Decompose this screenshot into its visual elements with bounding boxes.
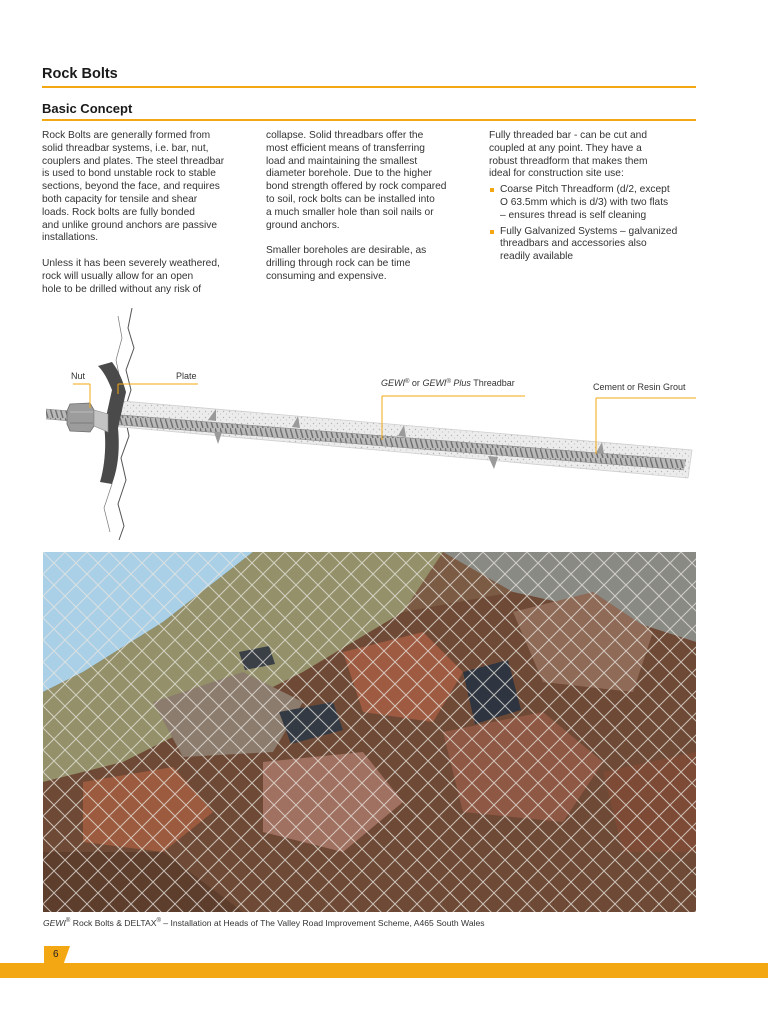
footer-bar — [0, 963, 768, 978]
paragraph: Smaller boreholes are desirable, as drilling through rock can be time consuming and expensive. — [266, 245, 427, 282]
label-nut: Nut — [71, 371, 86, 381]
section-title: Basic Concept — [42, 101, 133, 116]
text-column-1 — [42, 130, 252, 309]
reg-mark: ® — [405, 379, 410, 385]
title-divider — [42, 86, 696, 88]
label-plate: Plate — [176, 371, 197, 381]
list-item — [489, 226, 699, 264]
paragraph: Unless it has been severely weathered, rock will usually allow for an open hole to be drilled without any risk of — [42, 257, 220, 295]
reg-mark: ® — [156, 918, 161, 925]
page-title: Rock Bolts — [42, 66, 118, 82]
text-column-2 — [266, 130, 476, 296]
installation-photo — [43, 552, 696, 912]
page-number: 6 — [53, 949, 59, 960]
label-threadbar — [381, 378, 515, 388]
brand-text: GEWI — [422, 378, 447, 388]
brand-text: Plus — [450, 378, 471, 388]
label-text: or — [409, 378, 423, 388]
rock-bolt-diagram — [0, 308, 768, 540]
nut — [67, 403, 108, 432]
reg-mark: ® — [446, 379, 451, 385]
caption-text: Rock Bolts & DELTAX — [70, 918, 157, 928]
list-item-text: Coarse Pitch Threadform (d/2, except O 63.5mm which is d/3) with two flats – ensures thread is self cleaning — [500, 184, 670, 221]
list-item-text: Fully Galvanized Systems – galvanized threadbars and accessories also readily available — [500, 225, 678, 263]
paragraph: Fully threaded bar - can be cut and coupled at any point. They have a robust threadform that makes them ideal for construction site use: — [489, 130, 648, 180]
paragraph: collapse. Solid threadbars offer the most efficient means of transferring load and maintaining the smallest diameter borehole. Due to the higher bond strength offered by rock compared to soil, rock bolts can be installed into a much smaller hole than soil nails or ground anchors. — [266, 130, 447, 231]
feature-list — [489, 184, 699, 264]
list-item — [489, 184, 699, 222]
photo-caption — [43, 918, 485, 928]
bullet-icon — [490, 188, 494, 192]
label-text: Threadbar — [470, 378, 515, 388]
section-divider — [42, 119, 696, 121]
brand-text: GEWI — [43, 918, 66, 928]
caption-text: – Installation at Heads of The Valley Road Improvement Scheme, A465 South Wales — [160, 918, 485, 928]
label-grout: Cement or Resin Grout — [593, 382, 686, 392]
text-column-3 — [489, 130, 699, 267]
brand-text: GEWI — [381, 378, 405, 388]
paragraph: Rock Bolts are generally formed from solid threadbar systems, i.e. bar, nut, couplers and plates. The steel threadbar is used to bond unstable rock to stable sections, beyond the face, and requires both capacity for tensile and shear loads. Rock bolts are fully bonded and unlike ground anchors are passive installations. — [42, 130, 225, 244]
threadbar — [46, 409, 686, 470]
reg-mark: ® — [65, 918, 71, 925]
bullet-icon — [490, 230, 494, 234]
